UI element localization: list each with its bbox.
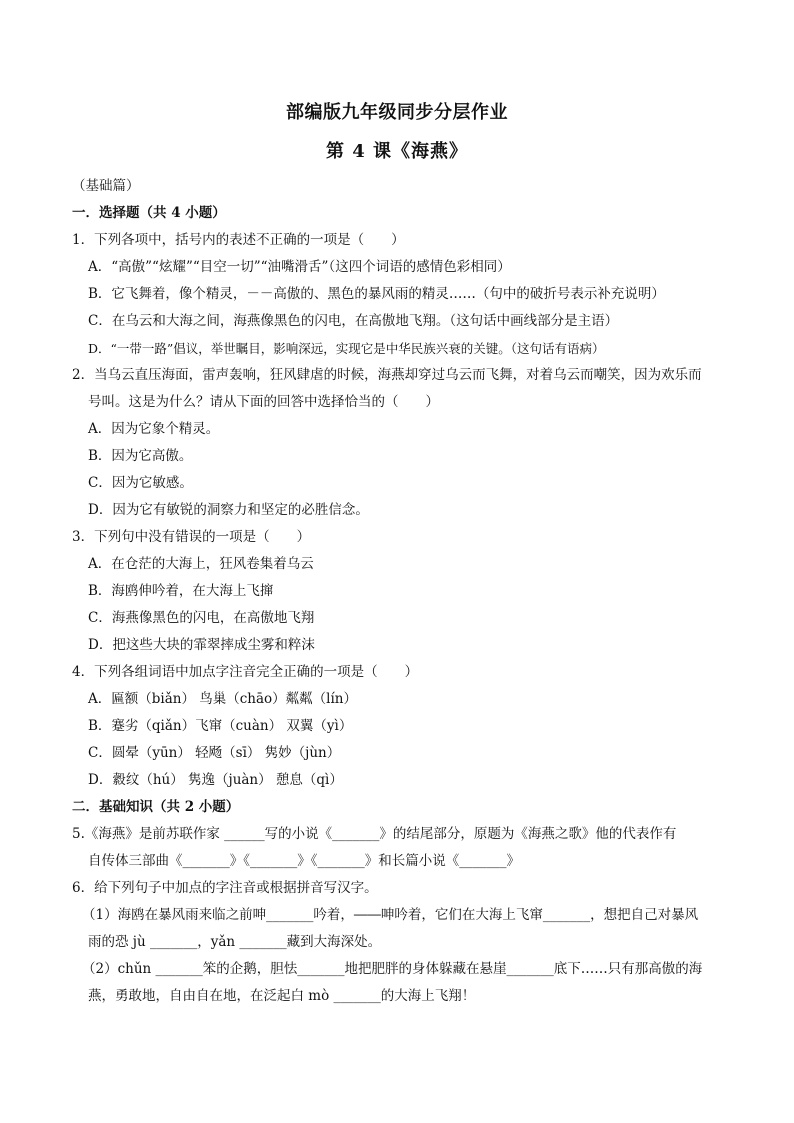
document-title: 部编版九年级同步分层作业 (286, 102, 508, 123)
passage-2: （2）chǔn _______笨的企鹅，胆怯_______地把肥胖的身体躲藏在悬崖_______底下……只有那高傲的海 (82, 961, 703, 977)
passage-2-continued: 燕，勇敢地，自由自在地，在泛起白 mò _______的大海上飞翔！ (88, 988, 476, 1004)
option-b: B．海鸥伸吟着，在大海上飞撺 (88, 583, 274, 599)
option-c: C．因为它敏感。 (88, 475, 193, 491)
question-2 (72, 362, 732, 524)
section-heading-choice: 一．选择题（共 4 小题） (72, 205, 226, 221)
question-5 (72, 821, 732, 875)
question-stem-continued: 号叫。这是为什么？请从下面的回答中选择恰当的（ ） (88, 394, 439, 410)
option-c: C．在乌云和大海之间，海燕像黑色的闪电，在高傲地飞翔。（这句话中画线部分是主语） (88, 313, 619, 329)
option-b: B．因为它高傲。 (88, 448, 193, 464)
category-label: （基础篇） (72, 178, 140, 194)
question-stem: 4．下列各组词语中加点字注音完全正确的一项是（ ） (72, 664, 419, 680)
section-heading-basics: 二．基础知识（共 2 小题） (72, 799, 240, 815)
option-b: B．它飞舞着，像个精灵，－－高傲的、黑色的暴风雨的精灵……（句中的破折号表示补充说明） (88, 286, 665, 302)
option-d: D．縠纹（hú） 隽逸（juàn） 憩息（qì） (88, 772, 343, 788)
question-stem: 5.《海燕》是前苏联作家 ______写的小说《_______》的结尾部分，原题为《海燕之歌》他的代表作有 (72, 826, 677, 842)
question-6 (72, 875, 732, 1010)
option-a: A．因为它象个精灵。 (88, 421, 220, 437)
document-body (72, 173, 732, 1010)
passage-1-continued: 雨的恐 jù _______，yǎn _______藏到大海深处。 (88, 934, 382, 950)
option-b: B．蹇劣（qiǎn）飞窜（cuàn） 双翼（yì） (88, 718, 353, 734)
question-stem-continued: 自传体三部曲《_______》《_______》《_______》和长篇小说《_______》 (88, 853, 520, 869)
question-stem: 1．下列各项中，括号内的表述不正确的一项是（ ） (72, 232, 405, 248)
question-3 (72, 524, 732, 659)
question-4 (72, 659, 732, 794)
option-c: C．海燕像黑色的闪电，在高傲地飞翔 (88, 610, 315, 626)
question-stem: 6．给下列句子中加点的字注音或根据拼音写汉字。 (72, 880, 378, 896)
option-c: C．圆晕（yūn） 轻飏（sī） 隽妙（jùn） (88, 745, 341, 761)
option-d: D．把这些大块的霏翠摔成尘雾和粹沫 (88, 637, 315, 653)
lesson-title: 第 4 课《海燕》 (325, 141, 469, 162)
option-a: A．“高傲”“炫耀”“目空一切”“油嘴滑舌”（这四个词语的感情色彩相同） (88, 259, 511, 275)
question-stem: 3．下列句中没有错误的一项是（ ） (72, 529, 311, 545)
option-a: A．匾额（biǎn） 鸟巢（chāo）粼粼（lín） (88, 691, 358, 707)
question-stem: 2．当乌云直压海面，雷声轰响，狂风肆虐的时候，海燕却穿过乌云而飞舞，对着乌云而嘲笑，因为欢乐而 (72, 367, 702, 383)
option-d: D．“一带一路”倡议，举世瞩目，影响深远，实现它是中华民族兴衰的关键。（这句话有语病） (88, 341, 605, 356)
passage-1: （1）海鸥在暴风雨来临之前呻_______吟着，――呻吟着，它们在大海上飞窜_______，想把自己对暴风 (82, 907, 699, 923)
option-a: A．在仓茫的大海上，狂风卷集着乌云 (88, 556, 314, 572)
question-1 (72, 227, 732, 362)
option-d: D．因为它有敏锐的洞察力和坚定的必胜信念。 (88, 502, 369, 518)
